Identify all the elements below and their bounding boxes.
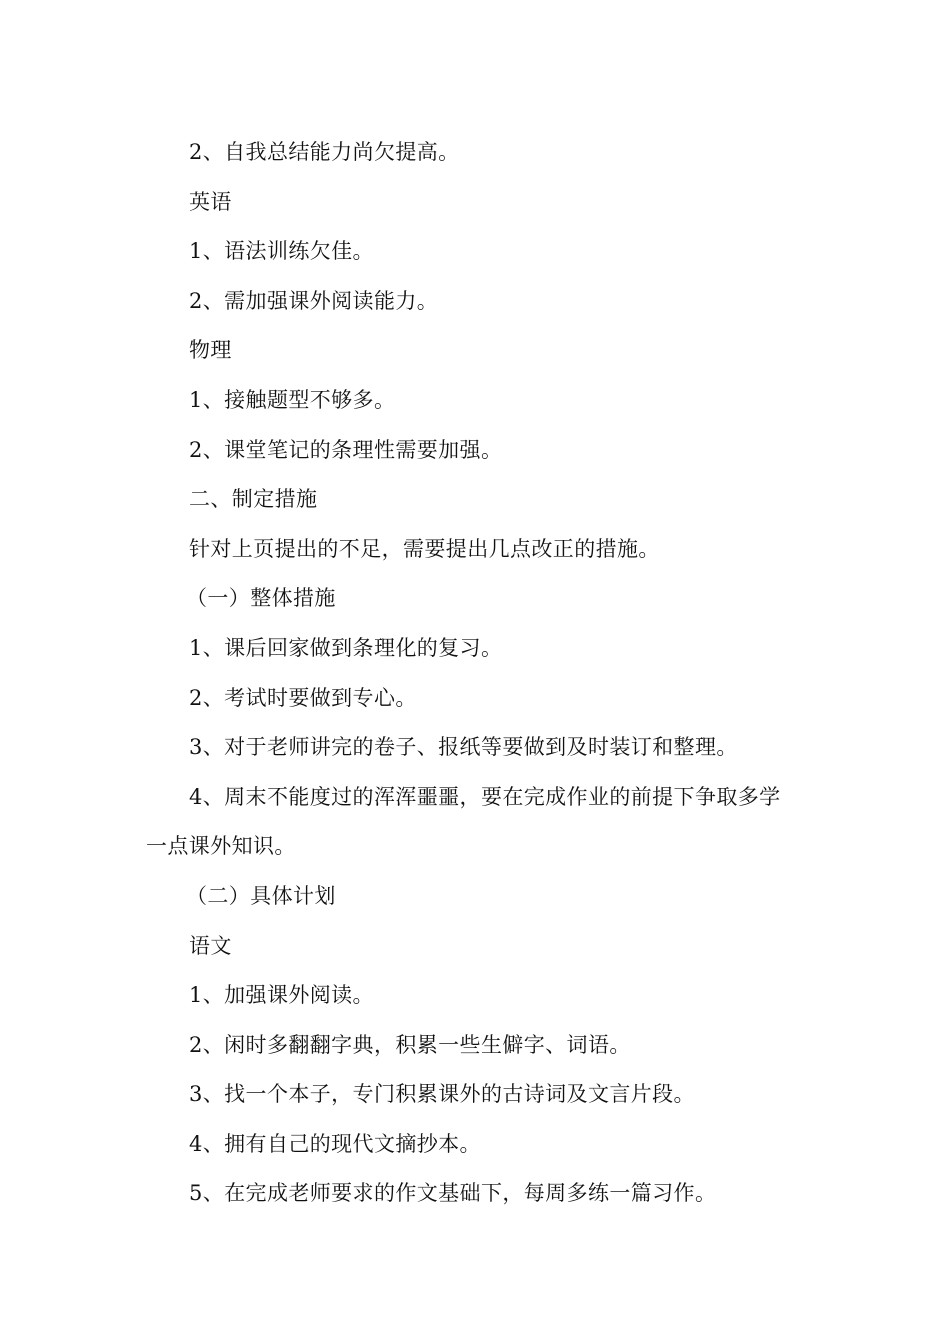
paragraph-13: 3、对于老师讲完的卷子、报纸等要做到及时装订和整理。 [189, 735, 738, 760]
section-heading-english: 英语 [189, 189, 232, 214]
paragraph-14: 4、周末不能度过的浑浑噩噩，要在完成作业的前提下争取多学 [189, 784, 781, 809]
document-body [146, 128, 836, 1219]
paragraph-21: 4、拥有自己的现代文摘抄本。 [189, 1131, 481, 1156]
paragraph-22: 5、在完成老师要求的作文基础下，每周多练一篇习作。 [189, 1181, 717, 1206]
paragraph-11: 1、课后回家做到条理化的复习。 [189, 635, 503, 660]
section-heading-measures: 二、制定措施 [189, 487, 318, 512]
paragraph-18: 1、加强课外阅读。 [189, 983, 374, 1008]
section-heading-physics: 物理 [189, 338, 232, 363]
subheading-specific-plan: （二）具体计划 [186, 883, 336, 908]
section-heading-chinese: 语文 [189, 933, 232, 958]
paragraph-1: 2、自我总结能力尚欠提高。 [189, 140, 460, 164]
paragraph-20: 3、找一个本子，专门积累课外的古诗词及文言片段。 [189, 1082, 695, 1107]
paragraph-7: 2、课堂笔记的条理性需要加强。 [189, 437, 503, 462]
paragraph-9: 针对上页提出的不足，需要提出几点改正的措施。 [189, 536, 660, 561]
paragraph-3: 1、语法训练欠佳。 [189, 239, 374, 264]
subheading-overall-measures: （一）整体措施 [186, 586, 336, 611]
paragraph-6: 1、接触题型不够多。 [189, 387, 396, 412]
paragraph-4: 2、需加强课外阅读能力。 [189, 288, 439, 313]
paragraph-14-continuation: 一点课外知识。 [146, 834, 296, 859]
paragraph-12: 2、考试时要做到专心。 [189, 685, 417, 710]
paragraph-19: 2、闲时多翻翻字典，积累一些生僻字、词语。 [189, 1032, 631, 1057]
